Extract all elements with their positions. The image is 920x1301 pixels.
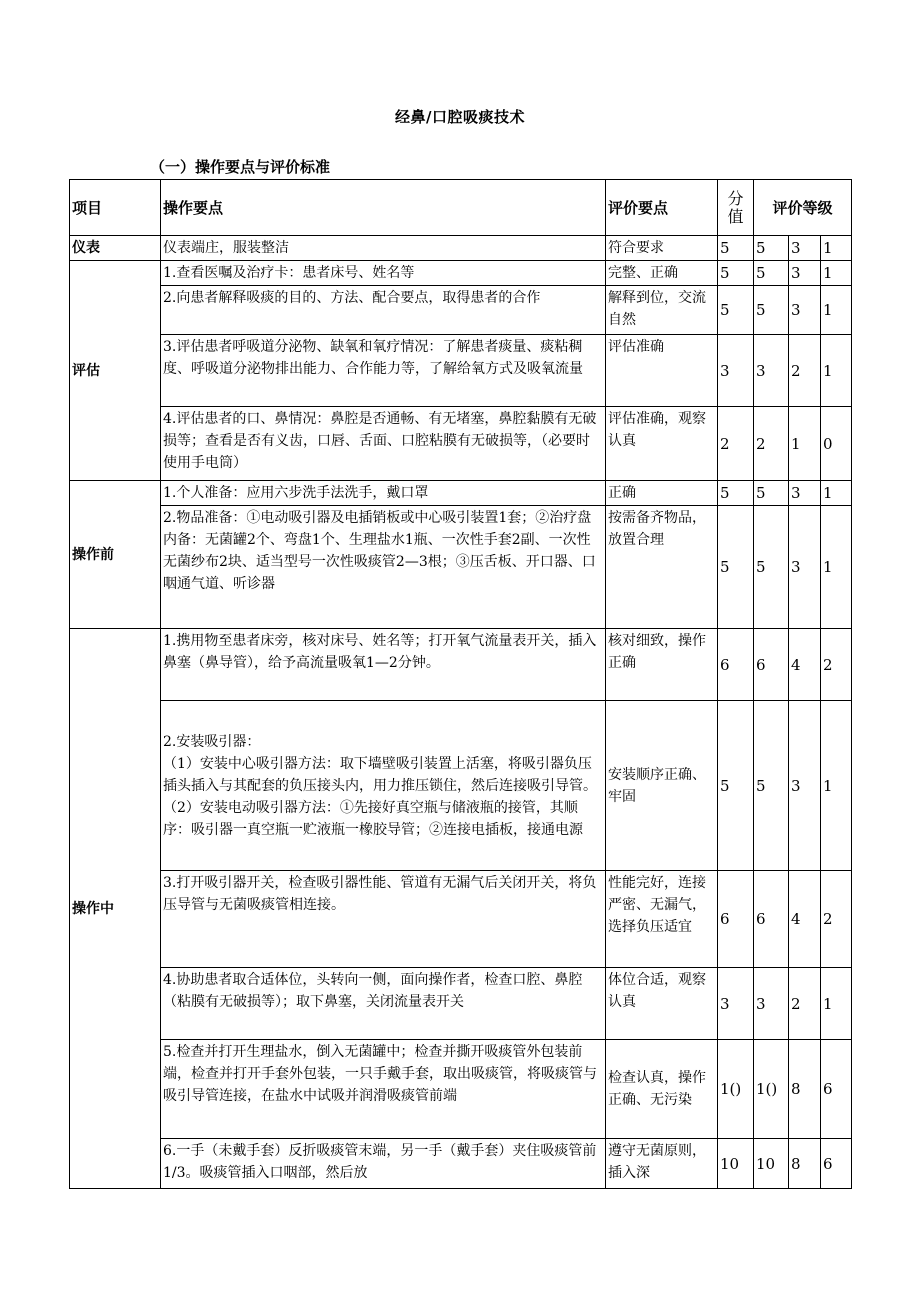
evaluation-table [69,179,852,1189]
row-grade-a: 2 [754,407,789,481]
row-criteria: 性能完好，连接严密、无漏气，选择负压适宜 [606,871,718,968]
row-grade-a: 3 [754,335,789,407]
row-text: 1.查看医嘱及治疗卡：患者床号、姓名等 [161,261,606,286]
category-during: 操作中 [70,629,161,1189]
section-heading: （一）操作要点与评价标准 [150,158,331,176]
row-score: 10 [718,1139,754,1189]
row-score: 3 [718,968,754,1040]
header-item: 项目 [70,180,161,236]
row-grade-c: 1 [821,286,852,335]
row-grade-c: 6 [821,1139,852,1189]
row-grade-a: 5 [754,236,789,261]
table-row [70,335,852,407]
row-grade-b: 1 [789,407,821,481]
header-criteria: 评价要点 [606,180,718,236]
row-grade-b: 3 [789,481,821,506]
row-text: 3.评估患者呼吸道分泌物、缺氧和氧疗情况：了解患者痰量、痰粘稠度、呼吸道分泌物排出能力、合作能力等，了解给氧方式及吸氧流量 [161,335,606,407]
row-score: 6 [718,871,754,968]
header-points: 操作要点 [161,180,606,236]
row-score: 5 [718,506,754,629]
row-text: 3.打开吸引器开关，检查吸引器性能、管道有无漏气后关闭开关，将负压导管与无菌吸痰管相连接。 [161,871,606,968]
row-text: 1.个人准备：应用六步洗手法洗手，戴口罩 [161,481,606,506]
row-grade-c: 1 [821,481,852,506]
row-text: 2.物品准备：①电动吸引器及电插销板或中心吸引装置1套；②治疗盘内备：无菌罐2个、弯盘1个、生理盐水1瓶、一次性手套2副、一次性无菌纱布2块、适当型号一次性吸痰管2—3根；③压舌板、开口器、口咽通气道、听诊器 [161,506,606,629]
row-grade-c: 1 [821,335,852,407]
row-grade-a: 5 [754,506,789,629]
row-text: 1.携用物至患者床旁，核对床号、姓名等；打开氧气流量表开关，插入鼻塞（鼻导管），给予高流量吸氧1—2分钟。 [161,629,606,701]
row-criteria: 符合要求 [606,236,718,261]
row-criteria: 遵守无菌原则，插入深 [606,1139,718,1189]
row-grade-c: 1 [821,506,852,629]
row-grade-b: 4 [789,871,821,968]
table-row [70,407,852,481]
table-row [70,1040,852,1139]
row-criteria: 核对细致，操作正确 [606,629,718,701]
row-grade-b: 3 [789,261,821,286]
row-text: 2.向患者解释吸痰的目的、方法、配合要点，取得患者的合作 [161,286,606,335]
row-criteria: 体位合适，观察认真 [606,968,718,1040]
category-appearance: 仪表 [70,236,161,261]
row-text: 4.评估患者的口、鼻情况：鼻腔是否通畅、有无堵塞，鼻腔黏膜有无破损等；查看是否有义齿，口唇、舌面、口腔粘膜有无破损等，（必要时使用手电筒） [161,407,606,481]
row-score: 5 [718,261,754,286]
row-grade-a: 10 [754,1139,789,1189]
row-score: 5 [718,236,754,261]
category-before: 操作前 [70,481,161,629]
header-grade: 评价等级 [754,180,852,236]
document-title: 经鼻/口腔吸痰技术 [395,108,525,126]
row-grade-c: 1 [821,968,852,1040]
row-text: 5.检查并打开生理盐水，倒入无菌罐中；检查并撕开吸痰管外包装前端，检查并打开手套外包装，一只手戴手套，取出吸痰管，将吸痰管与吸引导管连接，在盐水中试吸并润滑吸痰管前端 [161,1040,606,1139]
row-criteria: 安装顺序正确、牢固 [606,701,718,871]
row-grade-b: 4 [789,629,821,701]
header-score: 分 值 [718,180,754,236]
row-criteria: 检查认真，操作正确、无污染 [606,1040,718,1139]
row-score: 5 [718,481,754,506]
row-grade-a: 5 [754,481,789,506]
category-assessment: 评估 [70,261,161,481]
row-score: 2 [718,407,754,481]
row-grade-b: 3 [789,286,821,335]
row-grade-a: 5 [754,261,789,286]
row-criteria: 评估准确，观察认真 [606,407,718,481]
row-grade-c: 1 [821,261,852,286]
table-row [70,236,852,261]
row-grade-c: 2 [821,871,852,968]
row-text: 4.协助患者取合适体位，头转向一侧，面向操作者，检查口腔、鼻腔（粘膜有无破损等）；取下鼻塞，关闭流量表开关 [161,968,606,1040]
table-row [70,701,852,871]
table-row [70,968,852,1040]
row-grade-a: 6 [754,871,789,968]
table-row [70,871,852,968]
table-row [70,506,852,629]
row-score: 1() [718,1040,754,1139]
row-grade-b: 8 [789,1139,821,1189]
row-grade-c: 1 [821,701,852,871]
row-grade-c: 1 [821,236,852,261]
table-row [70,1139,852,1189]
row-grade-a: 3 [754,968,789,1040]
row-grade-a: 5 [754,286,789,335]
row-criteria: 按需备齐物品，放置合理 [606,506,718,629]
row-grade-c: 2 [821,629,852,701]
row-criteria: 解释到位，交流自然 [606,286,718,335]
table-row [70,481,852,506]
row-grade-a: 6 [754,629,789,701]
row-text: 2.安装吸引器： （1）安装中心吸引器方法：取下墙壁吸引装置上活塞，将吸引器负压插头插入与其配套的负压接头内，用力推压锁住，然后连接吸引导管。 （2）安装电动吸引器方法：①先接好真空瓶与储液瓶的接管，其顺序：吸引器一真空瓶一贮液瓶一橡胶导管；②连接电插板，接通电源 [161,701,606,871]
row-grade-b: 2 [789,335,821,407]
row-score: 3 [718,335,754,407]
row-grade-a: 1() [754,1040,789,1139]
header-row [70,180,852,236]
row-text: 6.一手（未戴手套）反折吸痰管末端，另一手（戴手套）夹住吸痰管前1/3。吸痰管插入口咽部，然后放 [161,1139,606,1189]
row-grade-b: 3 [789,701,821,871]
row-criteria: 正确 [606,481,718,506]
row-score: 5 [718,286,754,335]
row-criteria: 完整、正确 [606,261,718,286]
row-grade-c: 0 [821,407,852,481]
table-row [70,629,852,701]
table-row [70,261,852,286]
row-grade-a: 5 [754,701,789,871]
row-grade-b: 8 [789,1040,821,1139]
row-grade-b: 3 [789,506,821,629]
row-grade-b: 2 [789,968,821,1040]
row-grade-c: 6 [821,1040,852,1139]
row-text: 仪表端庄，服装整洁 [161,236,606,261]
table-row [70,286,852,335]
row-grade-b: 3 [789,236,821,261]
row-score: 5 [718,701,754,871]
row-criteria: 评估准确 [606,335,718,407]
row-score: 6 [718,629,754,701]
